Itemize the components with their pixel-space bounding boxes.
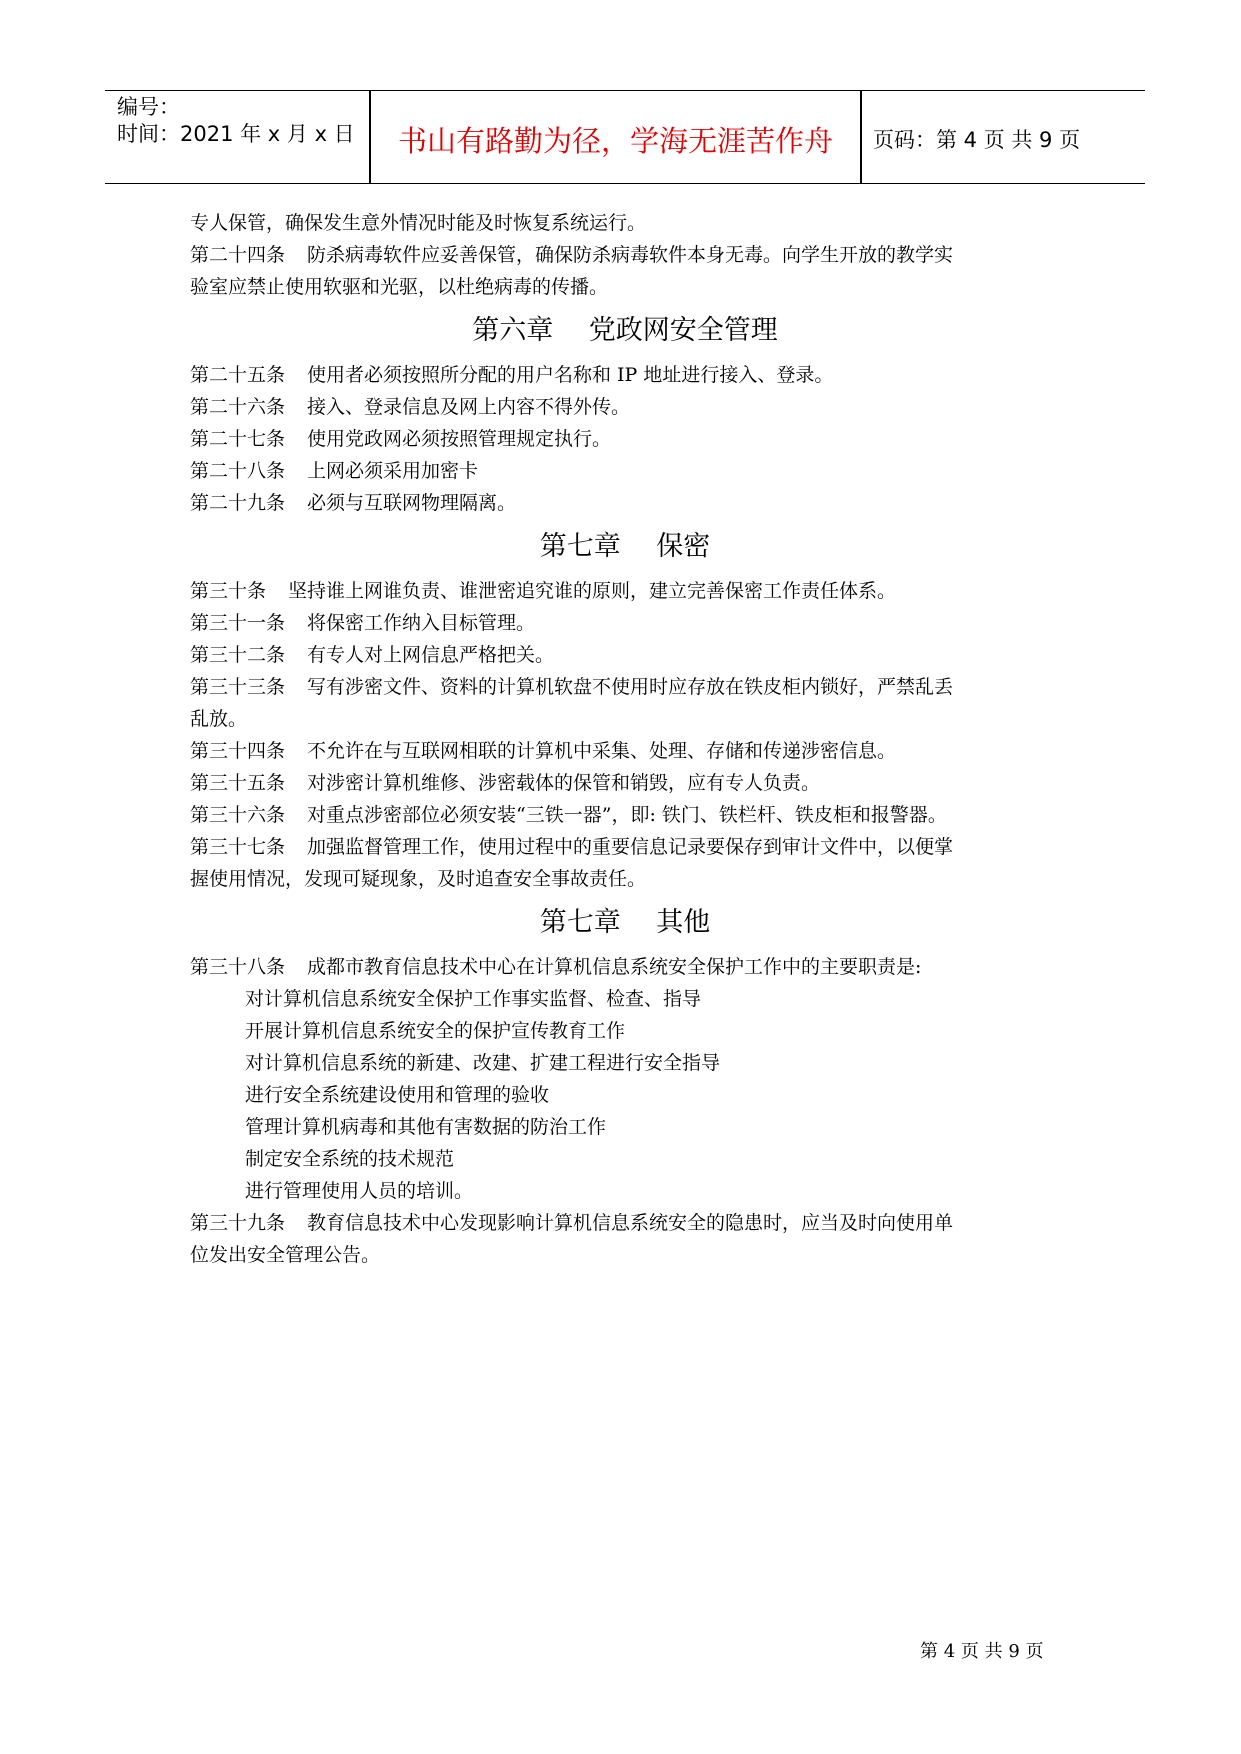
article-number: 第三十二条 bbox=[190, 644, 286, 666]
duty-item: 开展计算机信息系统安全的保护宣传教育工作 bbox=[245, 1020, 626, 1042]
duty-item: 对计算机信息系统安全保护工作事实监督、检查、指导 bbox=[245, 988, 702, 1010]
header-divider bbox=[860, 91, 862, 183]
paragraph-continuation: 位发出安全管理公告。 bbox=[190, 1244, 381, 1266]
article-text: 使用党政网必须按照管理规定执行。 bbox=[307, 428, 612, 450]
paragraph-continuation: 验室应禁止使用软驱和光驱，以杜绝病毒的传播。 bbox=[190, 276, 609, 298]
article-text: 坚持谁上网谁负责、谁泄密追究谁的原则，建立完善保密工作责任体系。 bbox=[288, 580, 897, 602]
article-text: 不允许在与互联网相联的计算机中采集、处理、存储和传递涉密信息。 bbox=[307, 740, 897, 762]
article-24 bbox=[190, 239, 1060, 271]
article-36 bbox=[190, 799, 1060, 831]
article-30 bbox=[190, 575, 1060, 607]
article-31 bbox=[190, 607, 1060, 639]
article-number: 第二十七条 bbox=[190, 428, 286, 450]
article-38 bbox=[190, 951, 1060, 983]
chapter-heading: 第七章 其他 bbox=[539, 907, 711, 938]
article-26 bbox=[190, 391, 1060, 423]
article-32 bbox=[190, 639, 1060, 671]
article-number: 第三十六条 bbox=[190, 804, 286, 826]
article-number: 第二十八条 bbox=[190, 460, 286, 482]
duty-item: 管理计算机病毒和其他有害数据的防治工作 bbox=[245, 1116, 607, 1138]
article-text: 使用者必须按照所分配的用户名称和 IP 地址进行接入、登录。 bbox=[307, 364, 834, 386]
doc-number-label: 编号： bbox=[117, 95, 180, 119]
article-28 bbox=[190, 455, 1060, 487]
chapter-heading: 第七章 保密 bbox=[539, 531, 711, 562]
article-text: 成都市教育信息技术中心在计算机信息系统安全保护工作中的主要职责是: bbox=[307, 956, 922, 978]
article-39 bbox=[190, 1207, 1060, 1239]
header-motto: 书山有路勤为径，学海无涯苦作舟 bbox=[397, 124, 833, 158]
article-number: 第二十六条 bbox=[190, 396, 286, 418]
article-number: 第二十九条 bbox=[190, 492, 286, 514]
article-number: 第三十条 bbox=[190, 580, 267, 602]
article-number: 第三十八条 bbox=[190, 956, 286, 978]
article-25 bbox=[190, 359, 1060, 391]
duty-item: 进行管理使用人员的培训。 bbox=[245, 1180, 474, 1202]
article-text: 防杀病毒软件应妥善保管，确保防杀病毒软件本身无毒。向学生开放的教学实 bbox=[307, 244, 954, 266]
article-37 bbox=[190, 831, 1060, 863]
article-text: 将保密工作纳入目标管理。 bbox=[307, 612, 536, 634]
article-33 bbox=[190, 671, 1060, 703]
article-29 bbox=[190, 487, 1060, 519]
article-number: 第三十九条 bbox=[190, 1212, 286, 1234]
article-text: 教育信息技术中心发现影响计算机信息系统安全的隐患时，应当及时向使用单 bbox=[307, 1212, 954, 1234]
page-header bbox=[105, 90, 1145, 184]
article-number: 第三十七条 bbox=[190, 836, 286, 858]
duty-item: 进行安全系统建设使用和管理的验收 bbox=[245, 1084, 550, 1106]
article-text: 接入、登录信息及网上内容不得外传。 bbox=[307, 396, 631, 418]
paragraph: 专人保管，确保发生意外情况时能及时恢复系统运行。 bbox=[190, 212, 647, 234]
article-number: 第三十一条 bbox=[190, 612, 286, 634]
article-27 bbox=[190, 423, 1060, 455]
header-page-info: 页码：第 4 页 共 9 页 bbox=[873, 128, 1081, 152]
article-number: 第二十五条 bbox=[190, 364, 286, 386]
document-body bbox=[190, 207, 1060, 1271]
article-text: 有专人对上网信息严格把关。 bbox=[307, 644, 555, 666]
page-footer: 第 4 页 共 9 页 bbox=[920, 1641, 1044, 1662]
paragraph-continuation: 乱放。 bbox=[190, 708, 248, 730]
article-number: 第三十五条 bbox=[190, 772, 286, 794]
article-text: 加强监督管理工作，使用过程中的重要信息记录要保存到审计文件中，以便掌 bbox=[307, 836, 954, 858]
duty-item: 对计算机信息系统的新建、改建、扩建工程进行安全指导 bbox=[245, 1052, 721, 1074]
article-34 bbox=[190, 735, 1060, 767]
article-number: 第三十四条 bbox=[190, 740, 286, 762]
article-text: 写有涉密文件、资料的计算机软盘不使用时应存放在铁皮柜内锁好，严禁乱丢 bbox=[307, 676, 954, 698]
chapter-heading: 第六章 党政网安全管理 bbox=[472, 315, 778, 346]
article-number: 第三十三条 bbox=[190, 676, 286, 698]
article-35 bbox=[190, 767, 1060, 799]
duty-item: 制定安全系统的技术规范 bbox=[245, 1148, 455, 1170]
article-text: 对涉密计算机维修、涉密载体的保管和销毁，应有专人负责。 bbox=[307, 772, 821, 794]
doc-time: 时间：2021 年 x 月 x 日 bbox=[117, 122, 355, 146]
article-text: 必须与互联网物理隔离。 bbox=[307, 492, 517, 514]
article-text: 上网必须采用加密卡 bbox=[307, 460, 479, 482]
header-meta bbox=[117, 91, 367, 183]
article-text: 对重点涉密部位必须安装“三铁一器”，即: 铁门、铁栏杆、铁皮柜和报警器。 bbox=[307, 804, 947, 826]
paragraph-continuation: 握使用情况，发现可疑现象，及时追查安全事故责任。 bbox=[190, 868, 647, 890]
article-number: 第二十四条 bbox=[190, 244, 286, 266]
